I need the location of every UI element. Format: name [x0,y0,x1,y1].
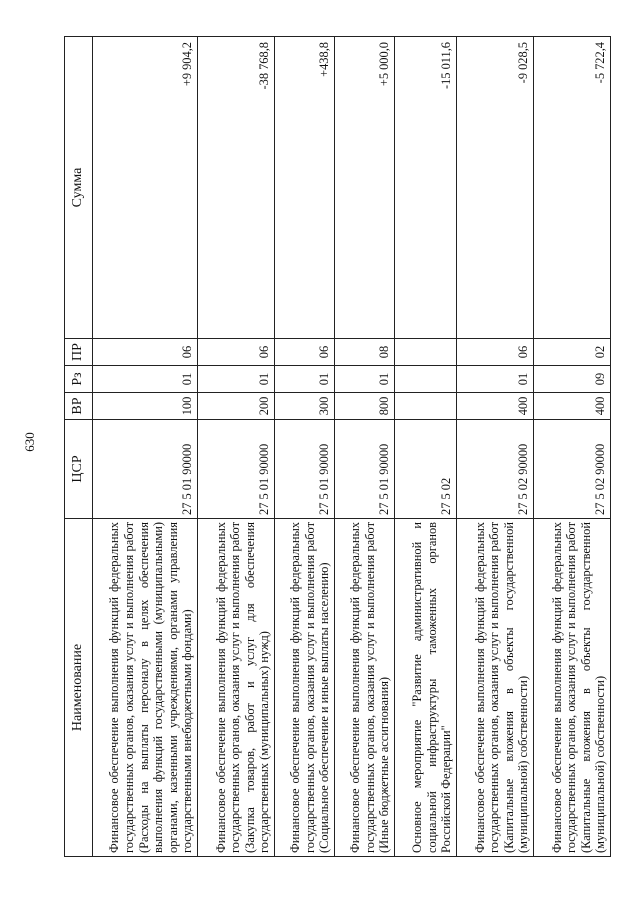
row-pr: 06 [457,339,534,366]
row-rz: 01 [198,366,275,393]
row-rz [395,366,457,393]
row-rz: 01 [93,366,198,393]
row-sum: +5 000,0 [335,37,395,339]
table-row [395,37,457,857]
table-row [198,37,275,857]
row-csr: 27 5 01 90000 [198,420,275,519]
row-name: Финансовое обеспечение выполнения функций федеральных государственных органов, оказания услуг и выполнения работ (Иные бюджетные ассигнования) [335,519,395,857]
row-sum: +438,8 [275,37,335,339]
row-vr: 400 [534,393,611,420]
row-sum: -38 768,8 [198,37,275,339]
column-header-vr: ВР [65,393,93,420]
table-row [335,37,395,857]
row-vr: 100 [93,393,198,420]
table-row [534,37,611,857]
column-header-rz: Рз [65,366,93,393]
row-name: Основное мероприятие "Развитие административной и социальной инфраструктуры таможенных органов Российской Федерации" [395,519,457,857]
row-sum: +9 904,2 [93,37,198,339]
column-header-sum: Сумма [65,37,93,339]
row-csr: 27 5 01 90000 [93,420,198,519]
table-row [93,37,198,857]
row-pr: 02 [534,339,611,366]
row-pr: 06 [93,339,198,366]
column-header-csr: ЦСР [65,420,93,519]
table-row [457,37,534,857]
row-vr: 300 [275,393,335,420]
row-sum: -5 722,4 [534,37,611,339]
budget-table [64,36,611,857]
row-rz: 01 [457,366,534,393]
row-csr: 27 5 01 90000 [335,420,395,519]
row-sum: -9 028,5 [457,37,534,339]
header-row [65,37,93,857]
row-name: Финансовое обеспечение выполнения функций федеральных государственных органов, оказания услуг и выполнения работ (Закупка товаров, работ и услуг для обеспечения государственных (муниципальных) нужд) [198,519,275,857]
row-rz: 01 [335,366,395,393]
row-name: Финансовое обеспечение выполнения функций федеральных государственных органов, оказания услуг и выполнения работ (Социальное обеспечение и иные выплаты населению) [275,519,335,857]
row-pr: 08 [335,339,395,366]
row-name: Финансовое обеспечение выполнения функций федеральных государственных органов, оказания услуг и выполнения работ (Капитальные вложения в объекты государственной (муниципальной) собственности) [457,519,534,857]
row-rz: 09 [534,366,611,393]
row-name: Финансовое обеспечение выполнения функций федеральных государственных органов, оказания услуг и выполнения работ (Капитальные вложения в объекты государственной (муниципальной) собственности) [534,519,611,857]
column-header-pr: ПР [65,339,93,366]
row-rz: 01 [275,366,335,393]
row-sum: -15 011,6 [395,37,457,339]
row-pr: 06 [198,339,275,366]
row-vr: 400 [457,393,534,420]
row-csr: 27 5 01 90000 [275,420,335,519]
row-vr: 800 [335,393,395,420]
page-number: 630 [22,432,37,452]
row-name: Финансовое обеспечение выполнения функций федеральных государственных органов, оказания услуг и выполнения работ (Расходы на выплаты персоналу в целях обеспечения выполнения функций государственными (муниципальными) органами, казенными учреждениями, органами управления государственными внебюджетными фондами) [93,519,198,857]
row-csr: 27 5 02 90000 [534,420,611,519]
row-pr: 06 [275,339,335,366]
row-vr [395,393,457,420]
row-vr: 200 [198,393,275,420]
row-csr: 27 5 02 [395,420,457,519]
row-pr [395,339,457,366]
table-row [275,37,335,857]
column-header-name: Наименование [65,519,93,857]
row-csr: 27 5 02 90000 [457,420,534,519]
